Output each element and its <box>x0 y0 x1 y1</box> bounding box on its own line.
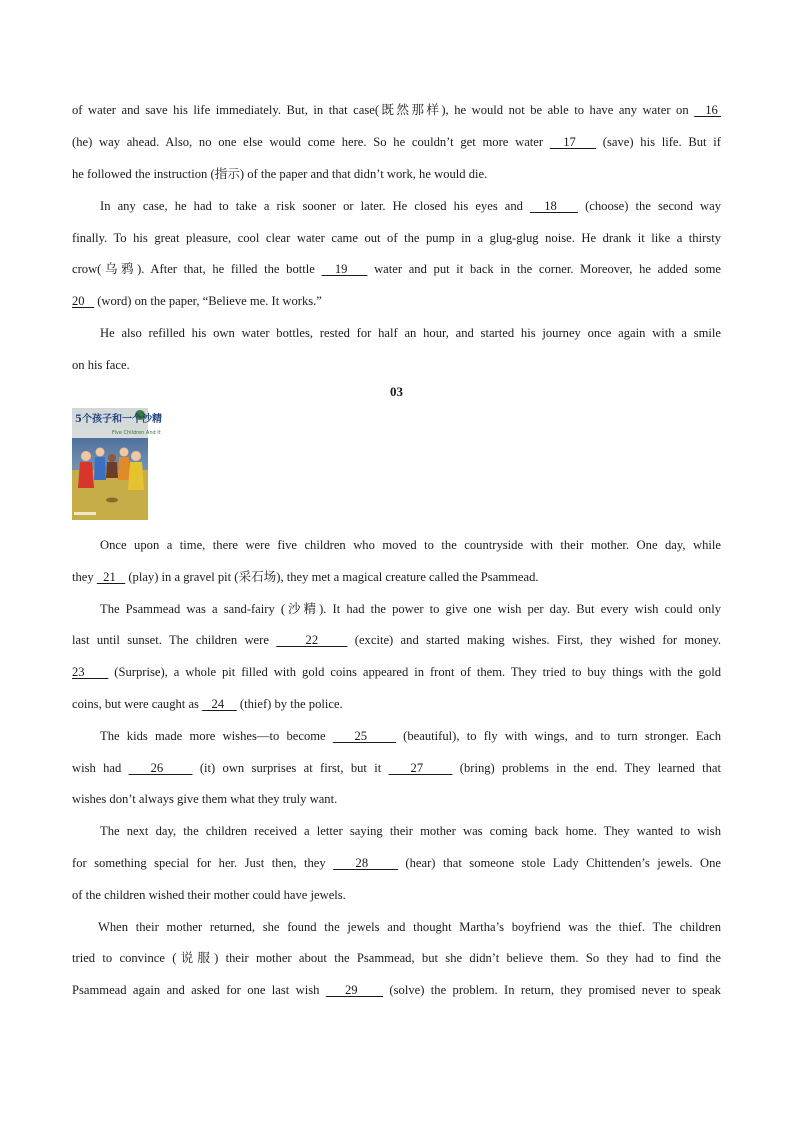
text-line: finally. To his great pleasure, cool clear water came out of the pump in a glug-glug noise. He drank it like a thirsty <box>72 231 721 245</box>
text-line: He also refilled his own water bottles, rested for half an hour, and started his journey once again with a smile <box>100 326 721 340</box>
text-line: for something special for her. Just then, they 28 (hear) that someone stole Lady Chittenden’s jewels. One <box>72 856 721 870</box>
text-line: 23 (Surprise), a whole pit filled with gold coins appeared in front of them. They tried to buy things with the gold <box>72 665 722 679</box>
blank-22[interactable]: 22 <box>276 633 348 647</box>
text-line: The Psammead was a sand-fairy (沙精). It had the power to give one wish per day. But every wish could only <box>100 602 721 616</box>
blank-17[interactable]: 17 <box>549 135 597 149</box>
text-line: The next day, the children received a letter saying their mother was coming back home. They wanted to wish <box>100 824 721 838</box>
text-line: coins, but were caught as 24 (thief) by the police. <box>72 697 343 711</box>
text-line: wishes don’t always give them what they truly want. <box>72 792 338 806</box>
text-line: on his face. <box>72 358 130 372</box>
blank-27[interactable]: 27 <box>388 761 453 775</box>
text-line: The kids made more wishes—to become 25 (beautiful), to fly with wings, and to turn stronger. Each <box>100 729 721 743</box>
blank-29[interactable]: 29 <box>325 983 384 997</box>
blank-21[interactable]: 21 <box>96 570 126 584</box>
text-line: he followed the instruction (指示) of the paper and that didn’t work, he would die. <box>72 167 488 181</box>
blank-23[interactable]: 23 <box>72 665 109 679</box>
text-line: they 21 (play) in a gravel pit (采石场), they met a magical creature called the Psammead. <box>72 570 539 584</box>
blank-28[interactable]: 28 <box>333 856 398 870</box>
text-line: (he) way ahead. Also, no one else would come here. So he couldn’t get more water 17 (save) his life. But if <box>72 135 721 149</box>
text-line: of the children wished their mother could have jewels. <box>72 888 346 902</box>
blank-20[interactable]: 20 <box>72 294 95 308</box>
section-heading: 03 <box>390 384 403 399</box>
blank-18[interactable]: 18 <box>530 199 579 213</box>
text-line: 20 (word) on the paper, “Believe me. It works.” <box>72 294 322 308</box>
cover-title: 5个孩子和一个沙精 <box>75 414 162 425</box>
text-line: In any case, he had to take a risk sooner or later. He closed his eyes and 18 (choose) the second way <box>100 199 722 213</box>
book-cover-image <box>72 408 162 520</box>
text-line: Once upon a time, there were five children who moved to the countryside with their mother. One day, while <box>100 538 721 552</box>
text-line: tried to convince (说服) their mother about the Psammead, but she didn’t believe them. So they had to find the <box>72 951 721 965</box>
blank-24[interactable]: 24 <box>202 697 237 711</box>
text-line: wish had 26 (it) own surprises at first, but it 27 (bring) problems in the end. They learned that <box>72 761 721 775</box>
blank-16[interactable]: 16 <box>694 103 721 117</box>
cover-title-en: Five Children And It <box>112 430 161 436</box>
text-line: of water and save his life immediately. But, in that case(既然那样), he would not be able to have any water on 16 <box>72 103 721 117</box>
text-line: crow(乌鸦). After that, he filled the bottle 19 water and put it back in the corner. Moreover, he added some <box>72 262 721 276</box>
text-line: When their mother returned, she found the jewels and thought Martha’s boyfriend was the thief. The children <box>98 920 721 934</box>
text-line: last until sunset. The children were 22 (excite) and started making wishes. First, they wished for money. <box>72 633 722 647</box>
blank-19[interactable]: 19 <box>321 262 368 276</box>
text-line: Psammead again and asked for one last wish 29 (solve) the problem. In return, they promised never to speak <box>72 983 721 997</box>
blank-25[interactable]: 25 <box>332 729 396 743</box>
blank-26[interactable]: 26 <box>128 761 193 775</box>
